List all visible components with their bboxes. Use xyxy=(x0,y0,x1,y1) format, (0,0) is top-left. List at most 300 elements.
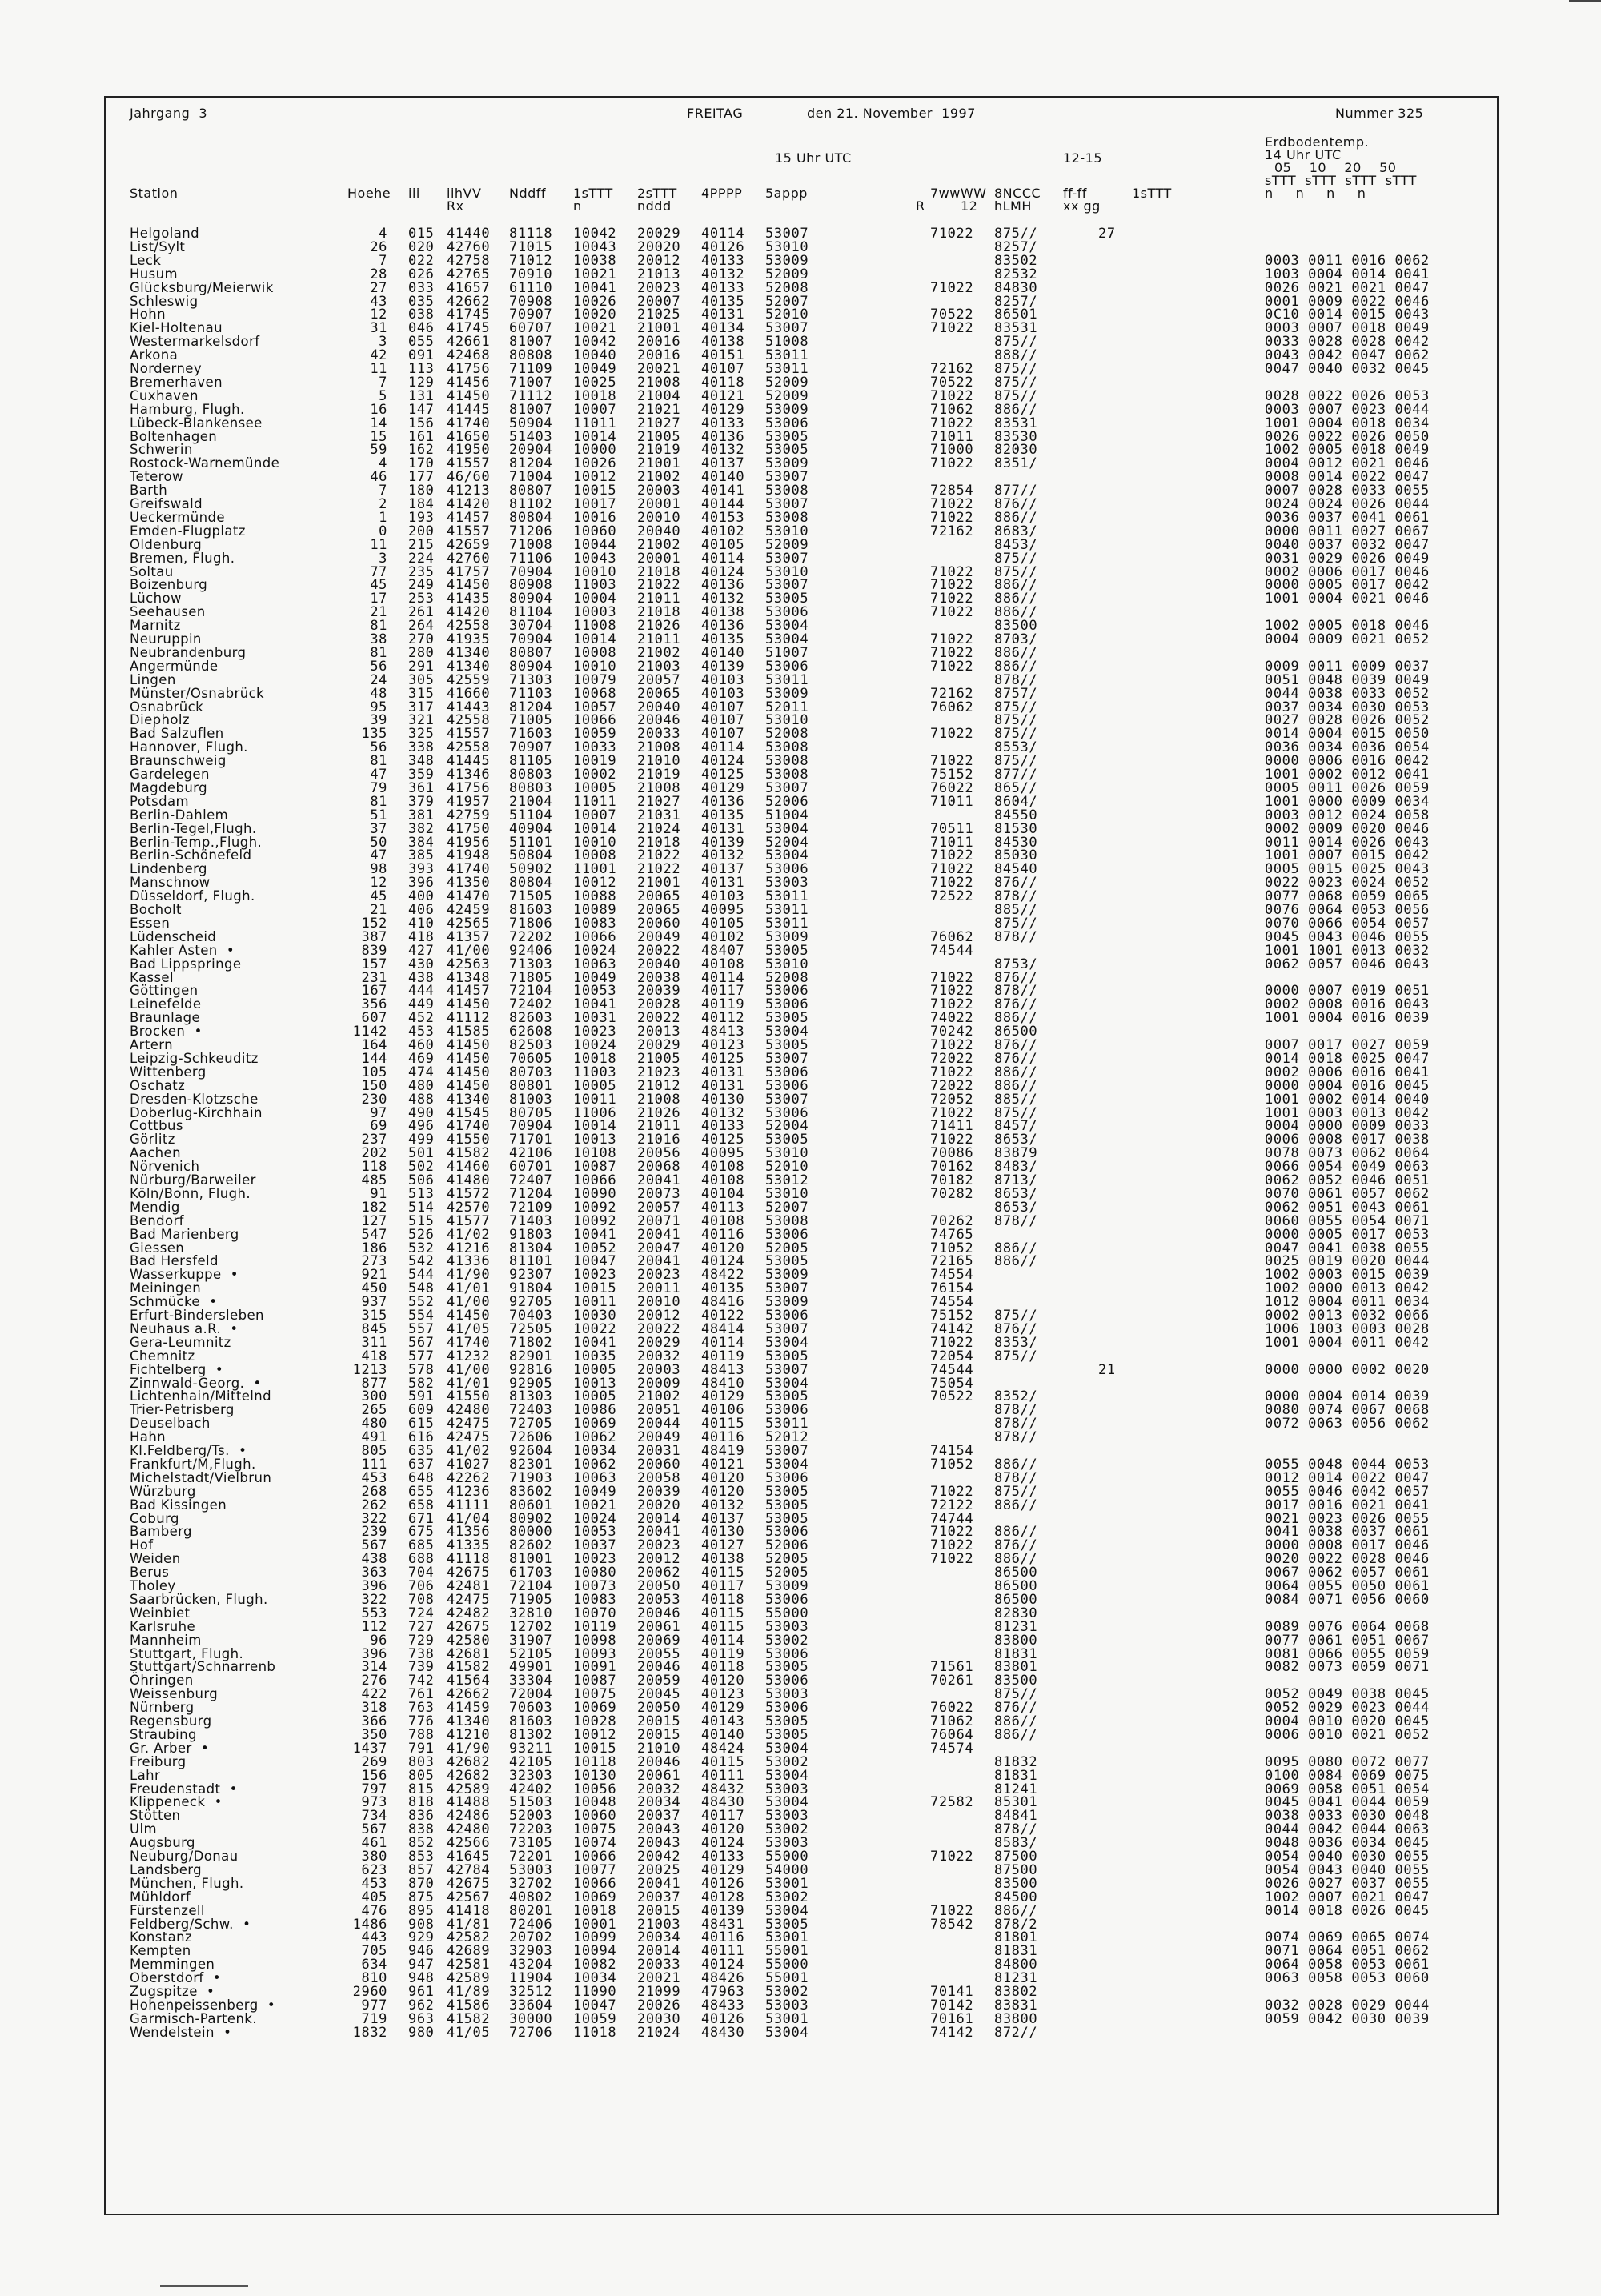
cell-sttt2: 20041 xyxy=(637,1253,681,1270)
cell-appp: 53007 xyxy=(765,1443,809,1459)
cell-station: Hamburg, Flugh. xyxy=(130,401,245,417)
cell-pppp: 40115 xyxy=(701,1605,745,1621)
cell-pppp: 40114 xyxy=(701,550,745,567)
cell-station: Fichtelberg • xyxy=(130,1361,224,1377)
cell-soil: 0014 0018 0026 0045 xyxy=(1265,1902,1430,1919)
cell-nddff: 71603 xyxy=(509,726,553,743)
cell-sttt2: 20003 xyxy=(637,483,681,499)
table-row xyxy=(106,1659,1499,1676)
cell-sttt2: 20041 xyxy=(637,1524,681,1541)
cell-sttt2: 20065 xyxy=(637,888,681,905)
table-row xyxy=(106,1618,1499,1635)
table-row xyxy=(106,1431,1499,1444)
cell-station: Bocholt xyxy=(130,902,182,917)
cell-iihvv: 42784 xyxy=(447,1861,491,1878)
cell-wwww: 71022 xyxy=(930,969,974,986)
cell-sttt2: 20050 xyxy=(637,1578,681,1594)
cell-hoehe: 300 xyxy=(361,1388,387,1405)
cell-pppp: 40105 xyxy=(701,915,745,932)
cell-nccc: 888// xyxy=(994,347,1038,364)
cell-hoehe: 21 xyxy=(370,604,387,621)
table-row xyxy=(106,403,1499,416)
cell-sttt1: 10066 xyxy=(573,712,617,729)
cell-nccc: 875// xyxy=(994,1308,1038,1324)
cell-appp: 53004 xyxy=(765,631,809,647)
cell-station: Görlitz xyxy=(130,1132,175,1148)
cell-nccc: 875// xyxy=(994,753,1038,770)
cell-nccc: 84841 xyxy=(994,1808,1038,1825)
cell-sttt1: 11011 xyxy=(573,793,617,810)
issue-number: Nummer 325 xyxy=(1335,106,1424,121)
cell-iii: 738 xyxy=(408,1645,435,1662)
cell-soil: 0000 0005 0017 0042 xyxy=(1265,577,1430,594)
cell-iii: 280 xyxy=(408,644,435,661)
cell-iii: 532 xyxy=(408,1240,435,1256)
cell-iihvv: 41456 xyxy=(447,374,491,391)
cell-hoehe: 127 xyxy=(361,1212,387,1229)
cell-station: Bad Hersfeld xyxy=(130,1253,219,1269)
cell-soil: 0021 0023 0026 0055 xyxy=(1265,1510,1430,1527)
cell-soil: 0006 0010 0021 0052 xyxy=(1265,1726,1430,1743)
cell-pppp: 48414 xyxy=(701,1320,745,1337)
cell-nddff: 81603 xyxy=(509,1713,553,1729)
cell-nddff: 80705 xyxy=(509,1104,553,1121)
table-row xyxy=(106,1133,1499,1146)
table-row xyxy=(106,1025,1499,1038)
cell-station: Hof xyxy=(130,1537,154,1553)
cell-nddff: 71303 xyxy=(509,956,553,972)
cell-wwww: 71561 xyxy=(930,1659,974,1676)
cell-iii: 763 xyxy=(408,1700,435,1717)
cell-nddff: 32903 xyxy=(509,1943,553,1960)
cell-appp: 53005 xyxy=(765,1659,809,1676)
cell-station: Weiden xyxy=(130,1551,181,1567)
cell-iii: 548 xyxy=(408,1280,435,1297)
cell-station: Chemnitz xyxy=(130,1348,195,1364)
table-row xyxy=(106,295,1499,308)
cell-station: Helgoland xyxy=(130,226,199,241)
cell-pppp: 48419 xyxy=(701,1443,745,1459)
table-row xyxy=(106,376,1499,389)
cell-station: Westermarkelsdorf xyxy=(130,334,260,350)
cell-nddff: 71903 xyxy=(509,1469,553,1486)
cell-sttt1: 10007 xyxy=(573,807,617,823)
cell-sttt1: 10030 xyxy=(573,1308,617,1324)
cell-appp: 53004 xyxy=(765,1334,809,1351)
cell-hoehe: 380 xyxy=(361,1849,387,1865)
cell-sttt2: 20045 xyxy=(637,1686,681,1703)
cell-wwww: 71022 xyxy=(930,861,974,878)
cell-nccc: 886// xyxy=(994,577,1038,594)
table-row xyxy=(106,701,1499,714)
cell-soil: 0008 0014 0022 0047 xyxy=(1265,469,1430,486)
cell-nddff: 32303 xyxy=(509,1767,553,1784)
cell-soil: 0032 0028 0029 0044 xyxy=(1265,1997,1430,2014)
cell-iii: 379 xyxy=(408,793,435,810)
cell-iihvv: 42558 xyxy=(447,712,491,729)
table-row xyxy=(106,1390,1499,1403)
cell-iii: 582 xyxy=(408,1375,435,1392)
cell-sttt2: 20043 xyxy=(637,1821,681,1838)
cell-iihvv: 41564 xyxy=(447,1673,491,1689)
cell-iihvv: 42682 xyxy=(447,1767,491,1784)
cell-soil: 0014 0004 0015 0050 xyxy=(1265,726,1430,743)
cell-nccc: 878// xyxy=(994,1469,1038,1486)
cell-nddff: 62608 xyxy=(509,1024,553,1040)
cell-iii: 055 xyxy=(408,334,435,351)
cell-sttt1: 10014 xyxy=(573,1118,617,1135)
table-row xyxy=(106,1796,1499,1809)
col-2sttt-sub: nddd xyxy=(637,198,672,214)
cell-iii: 526 xyxy=(408,1226,435,1243)
cell-nccc: 82532 xyxy=(994,266,1038,282)
cell-soil: 1002 0003 0015 0039 xyxy=(1265,1267,1430,1284)
cell-sttt2: 20047 xyxy=(637,1240,681,1256)
cell-sttt2: 20071 xyxy=(637,1212,681,1229)
cell-sttt1: 10015 xyxy=(573,1740,617,1757)
cell-soil: 1002 0005 0018 0049 xyxy=(1265,442,1430,459)
cell-sttt1: 10020 xyxy=(573,307,617,323)
cell-nddff: 72606 xyxy=(509,1429,553,1446)
cell-soil: 1001 0003 0013 0042 xyxy=(1265,1104,1430,1121)
cell-appp: 53004 xyxy=(765,2024,809,2041)
cell-iii: 305 xyxy=(408,671,435,688)
cell-iii: 438 xyxy=(408,969,435,986)
cell-nddff: 80703 xyxy=(509,1064,553,1080)
cell-nccc: 885// xyxy=(994,902,1038,918)
cell-iii: 170 xyxy=(408,455,435,472)
cell-nddff: 80201 xyxy=(509,1902,553,1919)
cell-nddff: 80807 xyxy=(509,644,553,661)
cell-iihvv: 46/60 xyxy=(447,469,491,486)
cell-hoehe: 356 xyxy=(361,996,387,1013)
cell-iihvv: 41582 xyxy=(447,1659,491,1676)
cell-nddff: 42402 xyxy=(509,1781,553,1797)
cell-iii: 852 xyxy=(408,1835,435,1852)
cell-nccc: 886// xyxy=(994,591,1038,607)
cell-nccc: 81801 xyxy=(994,1929,1038,1946)
cell-iihvv: 42475 xyxy=(447,1591,491,1608)
cell-nddff: 32512 xyxy=(509,1984,553,2000)
cell-station: Hohenpeissenberg • xyxy=(130,1997,275,2013)
cell-sttt2: 21002 xyxy=(637,1388,681,1405)
cell-station: Bremen, Flugh. xyxy=(130,550,235,566)
cell-sttt2: 20051 xyxy=(637,1402,681,1419)
cell-station: Neubrandenburg xyxy=(130,644,247,660)
cell-iihvv: 41457 xyxy=(447,983,491,1000)
cell-hoehe: 387 xyxy=(361,928,387,945)
cell-iii: 761 xyxy=(408,1686,435,1703)
cell-wwww: 71022 xyxy=(930,1849,974,1865)
cell-station: Berlin-Dahlem xyxy=(130,807,229,823)
cell-hoehe: 273 xyxy=(361,1253,387,1270)
cell-station: Hahn xyxy=(130,1429,167,1445)
cell-nccc: 83500 xyxy=(994,618,1038,635)
cell-sttt2: 20016 xyxy=(637,347,681,364)
cell-pppp: 40129 xyxy=(701,401,745,418)
cell-sttt2: 20003 xyxy=(637,1361,681,1378)
cell-wwww: 70522 xyxy=(930,1388,974,1405)
cell-station: Schmücke • xyxy=(130,1294,218,1310)
cell-iihvv: 42662 xyxy=(447,293,491,310)
cell-nddff: 33304 xyxy=(509,1673,553,1689)
cell-soil: 0064 0058 0053 0061 xyxy=(1265,1957,1430,1973)
cell-pppp: 40114 xyxy=(701,739,745,756)
cell-pppp: 47963 xyxy=(701,1984,745,2000)
cell-wwww: 71022 xyxy=(930,847,974,864)
cell-appp: 53005 xyxy=(765,1388,809,1405)
cell-sttt2: 20013 xyxy=(637,1024,681,1040)
cell-appp: 53006 xyxy=(765,1064,809,1080)
cell-soil: 0100 0084 0069 0075 xyxy=(1265,1767,1430,1784)
cell-hoehe: 46 xyxy=(370,469,387,486)
cell-soil: 0084 0071 0056 0060 xyxy=(1265,1591,1430,1608)
cell-sttt2: 21013 xyxy=(637,266,681,282)
cell-nccc: 8483/ xyxy=(994,1159,1038,1176)
cell-sttt2: 21024 xyxy=(637,2024,681,2041)
table-row xyxy=(106,2010,1499,2027)
cell-iii: 727 xyxy=(408,1618,435,1635)
cell-appp: 53004 xyxy=(765,1794,809,1811)
cell-iii: 385 xyxy=(408,847,435,864)
cell-sttt2: 21008 xyxy=(637,374,681,391)
cell-nccc: 85301 xyxy=(994,1794,1038,1811)
cell-station: Freudenstadt • xyxy=(130,1781,238,1797)
cell-iii: 035 xyxy=(408,293,435,310)
cell-soil: 1003 0004 0014 0041 xyxy=(1265,266,1430,282)
cell-soil: 1012 0004 0011 0034 xyxy=(1265,1294,1430,1311)
cell-sttt2: 20039 xyxy=(637,983,681,1000)
table-row xyxy=(106,633,1499,646)
cell-iii: 685 xyxy=(408,1537,435,1554)
cell-nddff: 30000 xyxy=(509,2010,553,2027)
cell-hoehe: 7 xyxy=(379,374,387,391)
cell-iihvv: 41550 xyxy=(447,1132,491,1148)
cell-nccc: 8703/ xyxy=(994,631,1038,647)
cell-sttt2: 20060 xyxy=(637,1456,681,1473)
cell-station: Neuhaus a.R. • xyxy=(130,1320,239,1336)
cell-sttt1: 10023 xyxy=(573,1024,617,1040)
cell-sttt2: 20026 xyxy=(637,1997,681,2014)
table-row xyxy=(106,1010,1499,1027)
cell-appp: 53005 xyxy=(765,1132,809,1148)
table-row xyxy=(106,1402,1499,1419)
cell-nddff: 82301 xyxy=(509,1456,553,1473)
cell-iii: 805 xyxy=(408,1767,435,1784)
cell-nccc: 875// xyxy=(994,550,1038,567)
cell-wwww: 71022 xyxy=(930,496,974,512)
cell-appp: 53006 xyxy=(765,1104,809,1121)
cell-nddff: 71206 xyxy=(509,523,553,539)
cell-iii: 338 xyxy=(408,739,435,756)
cell-wwww: 71022 xyxy=(930,1037,974,1053)
cell-iii: 315 xyxy=(408,685,435,702)
cell-sttt2: 20029 xyxy=(637,226,681,242)
cell-appp: 53003 xyxy=(765,1618,809,1635)
cell-wwww: 71000 xyxy=(930,442,974,459)
cell-nccc: 83500 xyxy=(994,1673,1038,1689)
cell-wwww: 70161 xyxy=(930,2010,974,2027)
cell-iihvv: 42675 xyxy=(447,1875,491,1892)
cell-soil: 0005 0015 0025 0043 xyxy=(1265,861,1430,878)
cell-wwww: 71022 xyxy=(930,1064,974,1080)
cell-iihvv: 42481 xyxy=(447,1578,491,1594)
cell-nddff: 83602 xyxy=(509,1483,553,1500)
cell-pppp: 40129 xyxy=(701,1700,745,1717)
cell-pppp: 40116 xyxy=(701,1929,745,1946)
cell-nccc: 875// xyxy=(994,1483,1038,1500)
cell-sttt1: 10025 xyxy=(573,374,617,391)
col-8nccc: 8NCCC xyxy=(994,186,1041,201)
cell-appp: 52006 xyxy=(765,793,809,810)
cell-appp: 53006 xyxy=(765,996,809,1013)
cell-soil: 0055 0046 0042 0057 xyxy=(1265,1483,1430,1500)
cell-nddff: 71802 xyxy=(509,1334,553,1351)
cell-hoehe: 276 xyxy=(361,1673,387,1689)
cell-iihvv: 42689 xyxy=(447,1943,491,1960)
cell-hoehe: 877 xyxy=(361,1375,387,1392)
cell-nddff: 81204 xyxy=(509,455,553,472)
cell-hoehe: 269 xyxy=(361,1753,387,1770)
cell-nccc: 83502 xyxy=(994,252,1038,269)
cell-nccc: 84530 xyxy=(994,834,1038,851)
cell-sttt1: 10024 xyxy=(573,1037,617,1053)
cell-sttt2: 20012 xyxy=(637,252,681,269)
cell-station: Arkona xyxy=(130,347,179,363)
cell-station: Bamberg xyxy=(130,1524,192,1540)
cell-iihvv: 41/05 xyxy=(447,1320,491,1337)
cell-pppp: 40138 xyxy=(701,1551,745,1568)
cell-sttt1: 10040 xyxy=(573,347,617,364)
table-row xyxy=(106,1850,1499,1863)
cell-appp: 53003 xyxy=(765,1997,809,2014)
cell-nccc: 8653/ xyxy=(994,1199,1038,1216)
cell-soil: 0054 0040 0030 0055 xyxy=(1265,1849,1430,1865)
cell-sttt2: 20039 xyxy=(637,1483,681,1500)
cell-sttt2: 20001 xyxy=(637,550,681,567)
cell-appp: 53005 xyxy=(765,1726,809,1743)
cell-station: Berus xyxy=(130,1565,170,1581)
table-row xyxy=(106,1877,1499,1890)
cell-hoehe: 239 xyxy=(361,1524,387,1541)
cell-appp: 53006 xyxy=(765,1524,809,1541)
table-row xyxy=(106,1607,1499,1620)
table-row xyxy=(106,904,1499,916)
cell-station: Lindenberg xyxy=(130,861,207,877)
cell-sttt2: 20012 xyxy=(637,1308,681,1324)
cell-appp: 53007 xyxy=(765,550,809,567)
cell-appp: 53010 xyxy=(765,523,809,539)
cell-sttt2: 21010 xyxy=(637,753,681,770)
cell-sttt2: 20046 xyxy=(637,1753,681,1770)
table-row xyxy=(106,469,1499,486)
cell-iihvv: 41356 xyxy=(447,1524,491,1541)
cell-sttt1: 10108 xyxy=(573,1145,617,1162)
cell-appp: 52009 xyxy=(765,374,809,391)
cell-hoehe: 50 xyxy=(370,834,387,851)
cell-iihvv: 41582 xyxy=(447,2010,491,2027)
cell-nccc: 8352/ xyxy=(994,1388,1038,1405)
cell-iii: 361 xyxy=(408,779,435,796)
cell-iihvv: 42558 xyxy=(447,618,491,635)
table-row xyxy=(106,1201,1499,1214)
cell-wwww: 71022 xyxy=(930,726,974,743)
cell-pppp: 48407 xyxy=(701,942,745,959)
cell-sttt1: 10008 xyxy=(573,644,617,661)
cell-station: Leinefelde xyxy=(130,996,202,1012)
cell-iii: 552 xyxy=(408,1294,435,1311)
table-row xyxy=(106,890,1499,903)
cell-iihvv: 41111 xyxy=(447,1497,491,1513)
cell-station: Braunlage xyxy=(130,1010,201,1026)
cell-station: Norderney xyxy=(130,361,203,376)
cell-pppp: 40106 xyxy=(701,1402,745,1419)
cell-nddff: 53003 xyxy=(509,1861,553,1878)
cell-soil: 0007 0028 0033 0055 xyxy=(1265,483,1430,499)
cell-sttt1: 10062 xyxy=(573,1429,617,1446)
cell-station: Kahler Asten • xyxy=(130,942,235,958)
cell-iii: 704 xyxy=(408,1565,435,1581)
cell-sttt1: 10012 xyxy=(573,875,617,892)
cell-soil: 1001 0000 0009 0034 xyxy=(1265,793,1430,810)
cell-nccc: 886// xyxy=(994,1726,1038,1743)
cell-iii: 193 xyxy=(408,509,435,526)
cell-appp: 53007 xyxy=(765,1280,809,1297)
cell-sttt2: 20015 xyxy=(637,1713,681,1729)
cell-nddff: 71005 xyxy=(509,712,553,729)
cell-sttt2: 21018 xyxy=(637,604,681,621)
cell-sttt2: 20073 xyxy=(637,1185,681,1202)
cell-nddff: 61703 xyxy=(509,1565,553,1581)
cell-nddff: 73105 xyxy=(509,1835,553,1852)
cell-appp: 53011 xyxy=(765,888,809,905)
cell-wwww: 76022 xyxy=(930,1700,974,1717)
cell-station: Potsdam xyxy=(130,793,189,809)
cell-sttt2: 21099 xyxy=(637,1984,681,2000)
cell-iii: 091 xyxy=(408,347,435,364)
cell-sttt1: 10094 xyxy=(573,1943,617,1960)
cell-nddff: 70907 xyxy=(509,307,553,323)
cell-nddff: 80803 xyxy=(509,767,553,783)
cell-hoehe: 3 xyxy=(379,334,387,351)
cell-hoehe: 7 xyxy=(379,252,387,269)
cell-nddff: 81007 xyxy=(509,401,553,418)
cell-wwww: 74554 xyxy=(930,1294,974,1311)
cell-hoehe: 937 xyxy=(361,1294,387,1311)
cell-pppp: 40124 xyxy=(701,1835,745,1852)
cell-iii: 818 xyxy=(408,1794,435,1811)
cell-nddff: 72201 xyxy=(509,1849,553,1865)
cell-hoehe: 262 xyxy=(361,1497,387,1513)
table-row xyxy=(106,1524,1499,1541)
cell-hoehe: 805 xyxy=(361,1443,387,1459)
cell-iihvv: 41213 xyxy=(447,483,491,499)
table-row xyxy=(106,1902,1499,1919)
cell-nddff: 80807 xyxy=(509,483,553,499)
cell-appp: 53008 xyxy=(765,767,809,783)
cell-iihvv: 42682 xyxy=(447,1753,491,1770)
cell-iihvv: 41/05 xyxy=(447,2024,491,2041)
cell-nccc: 886// xyxy=(994,1456,1038,1473)
cell-pppp: 40143 xyxy=(701,1713,745,1729)
cell-nccc: 8257/ xyxy=(994,238,1038,255)
cell-hoehe: 422 xyxy=(361,1686,387,1703)
cell-nddff: 71204 xyxy=(509,1185,553,1202)
cell-appp: 53008 xyxy=(765,509,809,526)
cell-station: Neuburg/Donau xyxy=(130,1849,239,1864)
table-row xyxy=(106,1726,1499,1743)
cell-sttt2: 20030 xyxy=(637,2010,681,2027)
